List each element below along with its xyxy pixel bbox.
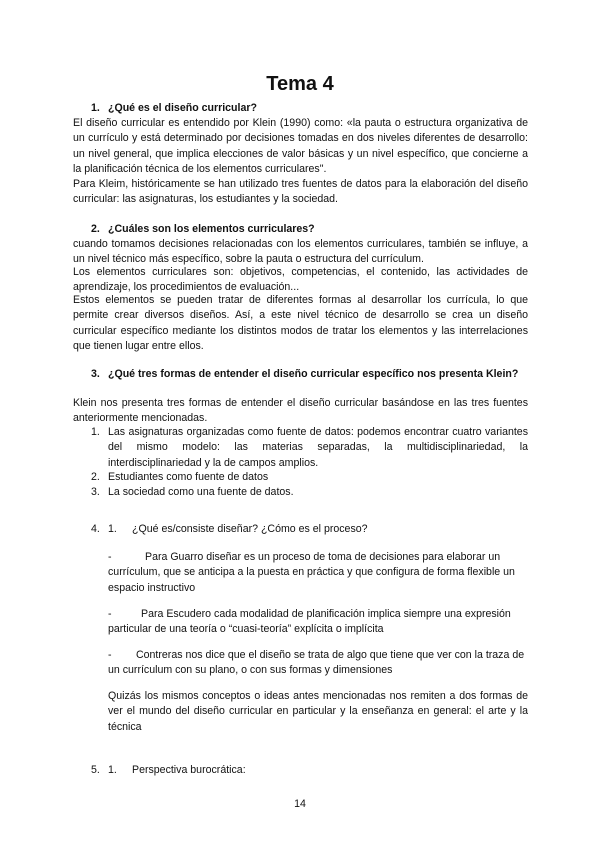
section-3-paragraph-1: Klein nos presenta tres formas de entender el diseño curricular basándose en las tres fuentes anteriormente mencionadas. [73,397,528,425]
section-1-number: 1. [91,102,100,114]
section-5-number: 5. [91,764,100,776]
item-escudero-text: Para Escudero cada modalidad de planificación implica siempre una expresión particular de una teoría o “cuasi-teoría” explícita o implícita [108,608,511,636]
section-5-subnumber: 1. [108,764,117,776]
section-2-paragraph-1: cuando tomamos decisiones relacionadas con los elementos curriculares, también se influye, a un nivel técnico más específico, sobre la pauta o estructura del currículum. [73,238,528,266]
section-2-heading: ¿Cuáles son los elementos curriculares? [108,223,315,235]
item-contreras-text: Contreras nos dice que el diseño se trata de algo que tiene que ver con la traza de un currículum con su plano, o con sus formas y dimensiones [108,649,525,677]
section-2-paragraph-3: Estos elementos se pueden tratar de diferentes formas al desarrollar los currícula, lo que permite crear diversos diseños. Así, a este nivel técnico de desarrollo se crea un diseño curricular específico mediante los distintos modos de tratar los elementos y las interrelaciones que tienen lugar entre ellos. [73,294,528,352]
item-guarro-text: Para Guarro diseñar es un proceso de toma de decisiones para elaborar un currículum, que se anticipa a la puesta en práctica y que configura de forma flexible un espacio instructivo [108,551,515,594]
section-3-heading: ¿Qué tres formas de entender el diseño curricular específico nos presenta Klein? [108,368,519,380]
list-item-1-number: 1. [91,426,100,438]
page-number: 14 [294,798,306,810]
list-item-3-text: La sociedad como una fuente de datos. [108,486,294,498]
section-2-paragraph-2: Los elementos curriculares son: objetivos, competencias, el contenido, las actividades de aprendizaje, los procedimientos de evaluación... [73,266,528,294]
list-item-3-number: 3. [91,486,100,498]
section-4-heading: ¿Qué es/consiste diseñar? ¿Cómo es el proceso? [132,523,368,535]
section-4-number: 4. [91,523,100,535]
list-item-2-number: 2. [91,471,100,483]
item-contreras-marker: - [108,649,112,661]
item-guarro-marker: - [108,551,112,563]
page-title: Tema 4 [266,73,334,95]
list-item-1-text: Las asignaturas organizadas como fuente de datos: podemos encontrar cuatro variantes del mismo modelo: las materias separadas, la multidisciplinariedad, la interdisciplinariedad y la de campos amplios. [108,426,528,469]
section-2-number: 2. [91,223,100,235]
section-5-heading: Perspectiva burocrática: [132,764,246,776]
section-4-subnumber: 1. [108,523,117,535]
section-1-paragraph-2: Para Kleim, históricamente se han utilizado tres fuentes de datos para la elaboración del diseño curricular: las asignaturas, los estudiantes y la sociedad. [73,178,528,206]
item-escudero-marker: - [108,608,112,620]
section-1-heading: ¿Qué es el diseño curricular? [108,102,257,114]
section-3-number: 3. [91,368,100,380]
section-4-closing: Quizás los mismos conceptos o ideas antes mencionadas nos remiten a dos formas de ver el mundo del diseño curricular en particular y la enseñanza en general: el arte y la técnica [108,690,528,733]
section-1-paragraph-1: El diseño curricular es entendido por Klein (1990) como: «la pauta o estructura organizativa de un currículo y está determinado por decisiones tomadas en dos niveles diferentes de desarrollo: un nivel general, que implica elecciones de valor básicas y un nivel específico, que concierne a la planificación técnica de los elementos curriculares". [73,117,528,175]
list-item-2-text: Estudiantes como fuente de datos [108,471,269,483]
